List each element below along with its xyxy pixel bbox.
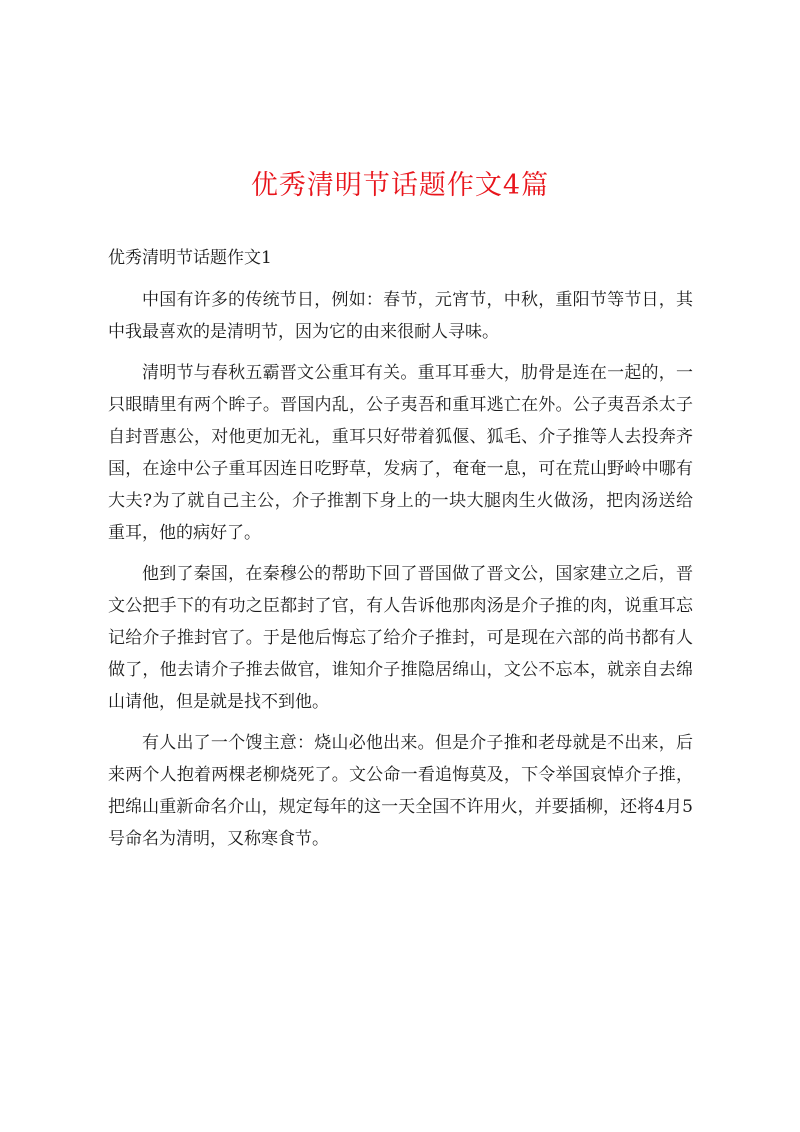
paragraph-2: 清明节与春秋五霸晋文公重耳有关。重耳耳垂大，肋骨是连在一起的，一只眼睛里有两个眸子。晋国内乱，公子夷吾和重耳逃亡在外。公子夷吾杀太子自封晋惠公，对他更加无礼，重耳只好带着狐偃、狐毛、介子推等人去投奔齐国，在途中公子重耳因连日吃野草，发病了，奄奄一息，可在荒山野岭中哪有大夫?为了就自己主公，介子推割下身上的一块大腿肉生火做汤，把肉汤送给重耳，他的病好了。 bbox=[108, 363, 693, 543]
document-title: 优秀清明节话题作文4篇 bbox=[250, 170, 550, 201]
paragraph-1: 中国有许多的传统节日，例如：春节，元宵节，中秋，重阳节等节日，其中我最喜欢的是清明节，因为它的由来很耐人寻味。 bbox=[108, 290, 693, 342]
document-body bbox=[108, 244, 693, 864]
paragraph-4: 有人出了一个馊主意：烧山必他出来。但是介子推和老母就是不出来，后来两个人抱着两棵老柳烧死了。文公命一看追悔莫及，下令举国哀悼介子推，把绵山重新命名介山，规定每年的这一天全国不许用火，并要插柳，还将4月5号命名为清明，又称寒食节。 bbox=[108, 733, 693, 849]
paragraph-3: 他到了秦国，在秦穆公的帮助下回了晋国做了晋文公，国家建立之后，晋文公把手下的有功之臣都封了官，有人告诉他那肉汤是介子推的肉，说重耳忘记给介子推封官了。于是他后悔忘了给介子推封，可是现在六部的尚书都有人做了，他去请介子推去做官，谁知介子推隐居绵山，文公不忘本，就亲自去绵山请他，但是就是找不到他。 bbox=[108, 564, 693, 712]
section-heading: 优秀清明节话题作文1 bbox=[108, 248, 272, 268]
